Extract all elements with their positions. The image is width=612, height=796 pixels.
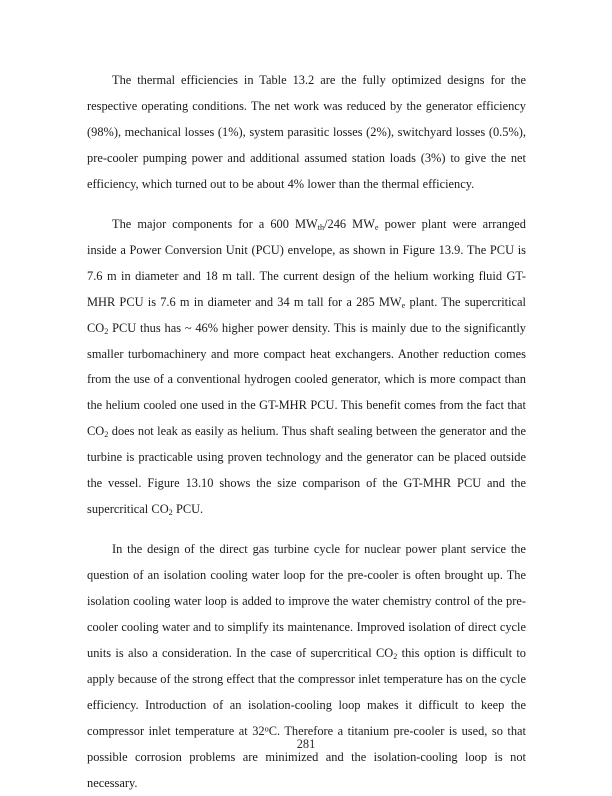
paragraph-2: The major components for a 600 $MW_{th}/246$ $MW_e$ power plant were arranged inside a Power Conversion Unit (PCU) envelope, as shown in Figure 13.9. The PCU is 7.6 m in diameter and 18 m tall. The current design of the helium working fluid GT-MHR PCU is 7.6 m in diameter and 34 m tall for a 285 $MW_e$ plant. The supercritical $CO_2$ PCU thus has ~ 46% higher power density. This is mainly due to the significantly smaller turbomachinery and more compact heat exchangers. Another reduction comes from the use of a conventional hydrogen cooled generator, which is more compact than the helium cooled one used in the GT-MHR PCU. This benefit comes from the fact that $CO_2$ does not leak as easily as helium. Thus shaft sealing between the generator and the turbine is practicable using proven technology and the generator can be placed outside the vessel. Figure 13.10 shows the size comparison of the GT-MHR PCU and the supercritical $CO_2$ PCU. <box>87 217 526 517</box>
paragraph-1: The thermal efficiencies in Table 13.2 are the fully optimized designs for the respective operating conditions. The net work was reduced by the generator efficiency (98%), mechanical losses (1%), system parasitic losses (2%), switchyard losses (0.5%), pre-cooler pumping power and additional assumed station loads (3%) to give the net efficiency, which turned out to be about 4% lower than the thermal efficiency. <box>87 73 526 191</box>
page-number: 281 <box>296 737 316 751</box>
subscript: 2 <box>104 326 109 336</box>
paragraph-3: In the design of the direct gas turbine cycle for nuclear power plant service the question of an isolation cooling water loop for the pre-cooler is often brought up. The isolation cooling water loop is added to improve the water chemistry control of the pre-cooler cooling water and to simplify its maintenance. Improved isolation of direct cycle units is also a consideration. In the case of supercritical $CO_2$ this option is difficult to apply because of the strong effect that the compressor inlet temperature has on the cycle efficiency. Introduction of an isolation-cooling loop makes it difficult to keep the compressor inlet temperature at 32$^o$C. Therefore a titanium pre-cooler is used, so that possible corrosion problems are minimized and the isolation-cooling loop is not necessary. <box>87 542 526 790</box>
subscript: 2 <box>168 507 173 517</box>
subscript: 2 <box>393 651 398 661</box>
subscript: e <box>401 300 406 310</box>
page-body-text <box>87 68 526 796</box>
subscript: e <box>374 222 379 232</box>
subscript: 2 <box>104 430 109 440</box>
superscript: o <box>264 724 269 734</box>
subscript: th <box>317 222 325 232</box>
